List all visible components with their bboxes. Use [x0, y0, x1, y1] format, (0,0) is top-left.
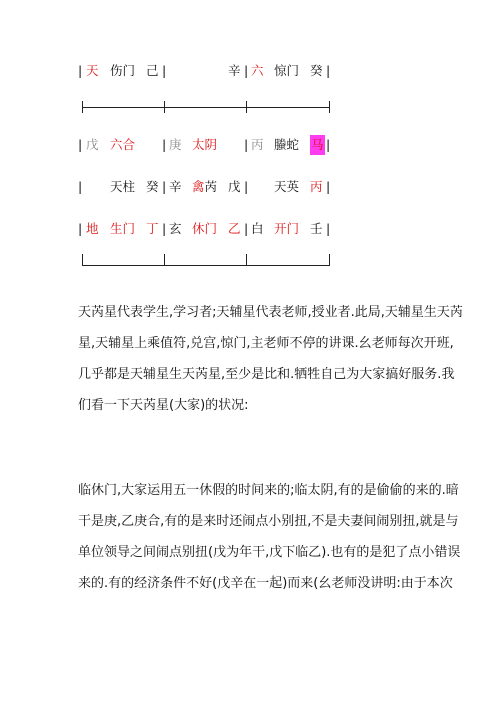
chart-cell: 生门 — [110, 221, 136, 236]
chart-bar: | — [162, 137, 167, 152]
chart-cell: 天 — [86, 63, 99, 78]
chart-bar: | — [162, 221, 167, 236]
chart-cell: 庚 — [169, 137, 182, 152]
chart-cell: 伤门 — [110, 63, 136, 78]
chart-cell: 六 — [251, 63, 264, 78]
chart-cell: 天英 — [274, 179, 300, 194]
text-line: 星,天辅星上乘值符,兑宫,惊门,主老师不停的讲课.幺老师每次开班, — [78, 336, 454, 351]
chart-bar: | — [326, 137, 331, 152]
chart-cell: 开门 — [274, 221, 300, 236]
chart-cell-highlighted: 马 — [310, 135, 325, 155]
chart-bar: | — [162, 179, 167, 194]
chart-cell: 螣蛇 — [274, 137, 300, 152]
chart-ruler-top — [82, 101, 330, 113]
text-line: 几乎都是天辅星生天芮星,至少是比和.牺牲自己为大家搞好服务.我 — [78, 367, 455, 382]
chart-cell: 戊 — [86, 137, 99, 152]
chart-cell: 玄 — [169, 221, 182, 236]
chart-cell: 太阴 — [192, 137, 218, 152]
text-line: 天芮星代表学生,学习者;天辅星代表老师,授业者.此局,天辅星生天芮 — [78, 305, 463, 320]
chart-cell: 地 — [86, 221, 99, 236]
text-line: 来的.有的经济条件不好(戊辛在一起)而来(幺老师没讲明:由于本次 — [78, 576, 453, 591]
chart-cell: 休门 — [192, 221, 218, 236]
text-line: 们看一下天芮星(大家)的状况: — [78, 398, 249, 413]
chart-cell: 己 — [146, 63, 159, 78]
chart-bar: | — [78, 221, 83, 236]
chart-cell: 乙 — [228, 221, 241, 236]
paragraph-1 — [78, 297, 463, 421]
chart-ruler-bottom — [82, 254, 330, 266]
chart-cell: 癸 — [146, 179, 159, 194]
paragraph-2 — [78, 475, 461, 599]
chart-bar: | — [326, 63, 331, 78]
text-line: 临休门,大家运用五一休假的时间来的;临太阴,有的是偷偷的来的.暗 — [78, 483, 459, 498]
chart-bar: | — [78, 63, 83, 78]
text-line: 单位领导之间闹点别扭(戊为年干,戊下临乙).也有的是犯了点小错误 — [78, 545, 461, 560]
chart-bar: | — [244, 63, 249, 78]
chart-bar: | — [78, 179, 83, 194]
chart-bar: | — [326, 221, 331, 236]
chart-cell: 丁 — [146, 221, 159, 236]
chart-cell: 白 — [251, 221, 264, 236]
chart-bar: | — [244, 179, 249, 194]
chart-cell: 辛 — [169, 179, 182, 194]
chart-cell: 癸 — [310, 63, 323, 78]
chart-bar: | — [326, 179, 331, 194]
chart-cell: 丙 — [251, 137, 264, 152]
chart-cell: 戊 — [228, 179, 241, 194]
chart-cell: 丙 — [310, 179, 323, 194]
chart-bar: | — [78, 137, 83, 152]
chart-cell: 惊门 — [274, 63, 300, 78]
chart-cell: 壬 — [310, 221, 323, 236]
chart-bar: | — [244, 221, 249, 236]
chart-bar: | — [162, 63, 167, 78]
text-line: 干是庚,乙庚合,有的是来时还闹点小别扭,不是夫妻间闹别扭,就是与 — [78, 514, 459, 529]
chart-cell: 六合 — [110, 137, 136, 152]
chart-cell: 禽芮 — [192, 179, 218, 194]
chart-cell: 辛 — [228, 63, 241, 78]
chart-cell: 天柱 — [110, 179, 136, 194]
chart-bar: | — [244, 137, 249, 152]
